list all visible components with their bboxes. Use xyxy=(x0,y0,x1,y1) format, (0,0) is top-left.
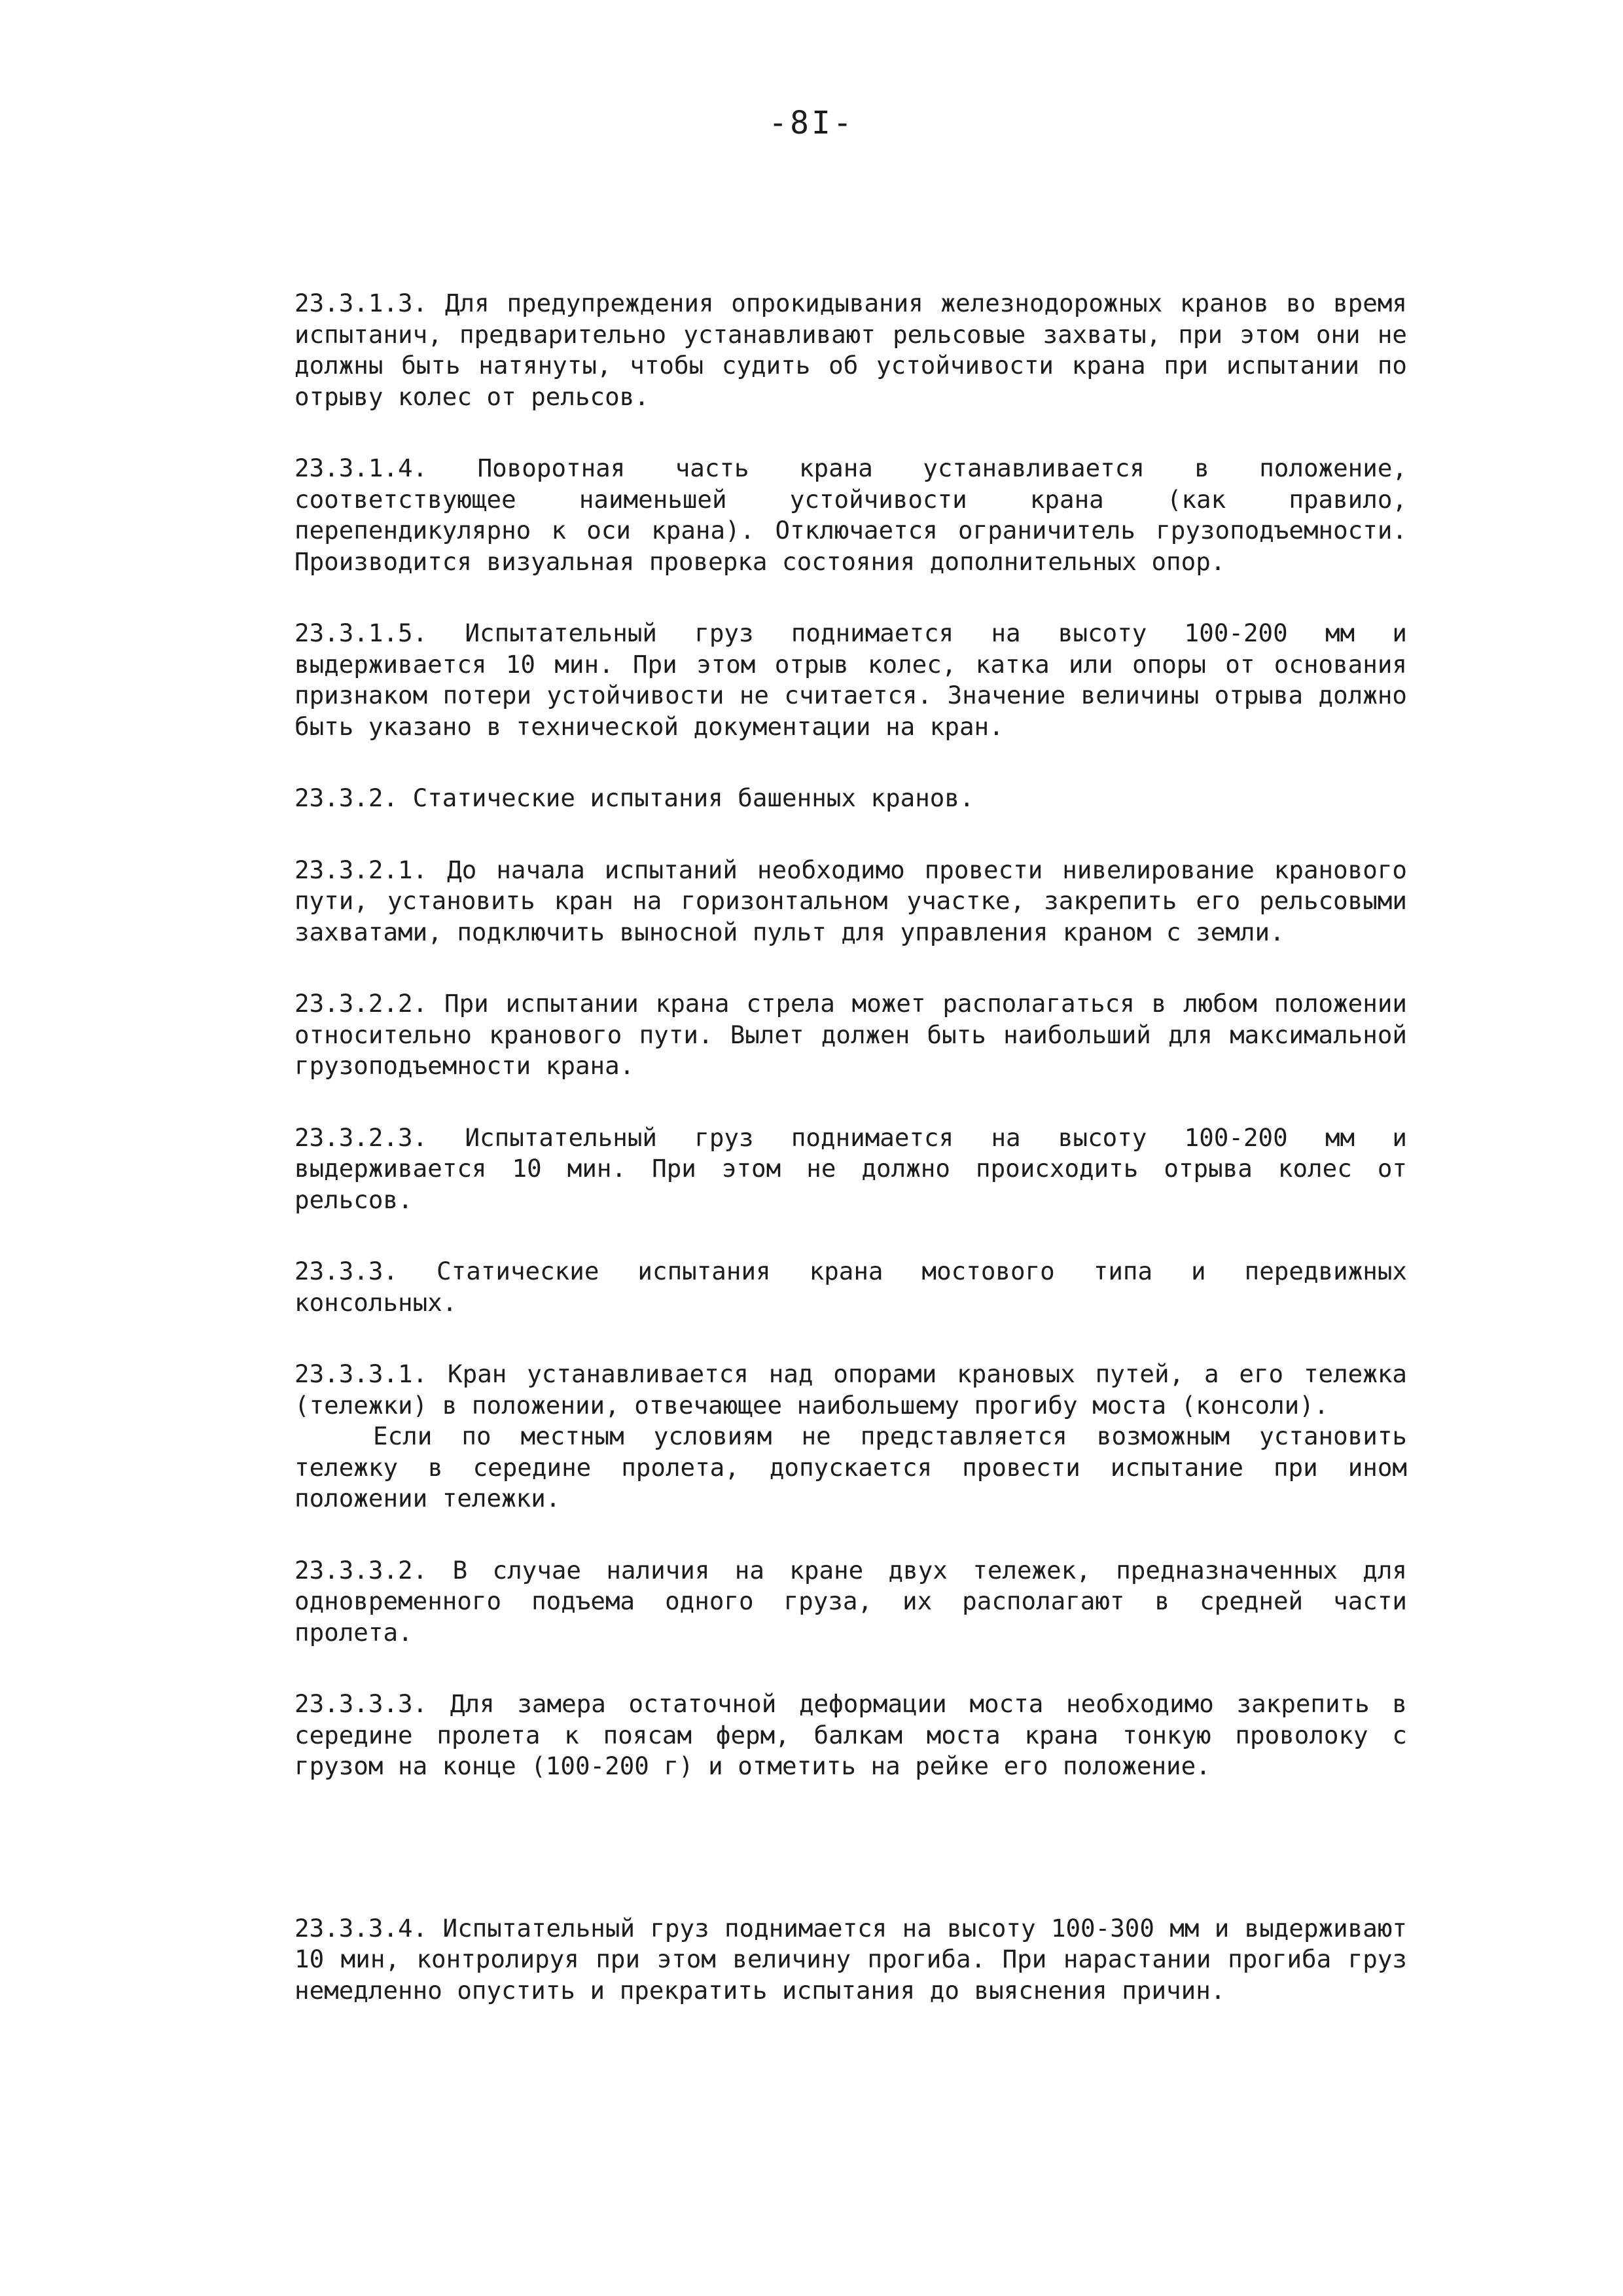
document-body xyxy=(294,288,1407,2006)
paragraph-23-3-2-1: 23.3.2.1. До начала испытаний необходимо провести нивелирование кранового пути, установить кран на горизонтальном участке, закрепить его рельсовыми захватами, подключить выносной пульт для управления краном с земли. xyxy=(294,855,1407,946)
page-number: -8I- xyxy=(768,105,855,141)
paragraph-23-3-3-1: 23.3.3.1. Кран устанавливается над опорами крановых путей, а его тележка (тележки) в положении, отвечающее наибольшему прогибу моста (консоли). xyxy=(294,1359,1407,1420)
section-heading-23-3-3: 23.3.3. Статические испытания крана мостового типа и передвижных консольных. xyxy=(294,1257,1407,1317)
paragraph-23-3-1-4: 23.3.1.4. Поворотная часть крана устанавливается в положение, соответствующее наименьшей устойчивости крана (как правило, перепендикулярно к оси крана). Отключается ограничитель грузоподъемности. Производится визуальная проверка состояния дополнительных опор. xyxy=(294,454,1407,576)
section-heading-23-3-2: 23.3.2. Статические испытания башенных кранов. xyxy=(294,783,974,812)
paragraph-23-3-1-3: 23.3.1.3. Для предупреждения опрокидывания железнодорожных кранов во время испытанич, предварительно устанавливают рельсовые захваты, при этом они не должны быть натянуты, чтобы судить об устойчивости крана при испытании по отрыву колес от рельсов. xyxy=(294,289,1407,411)
paragraph-23-3-2-3: 23.3.2.3. Испытательный груз поднимается на высоту 100-200 мм и выдерживается 10 мин. При этом не должно происходить отрыва колес от рельсов. xyxy=(294,1122,1407,1214)
paragraph-23-3-3-2: 23.3.3.2. В случае наличия на кране двух тележек, предназначенных для одновременного подъема одного груза, их располагают в средней части пролета. xyxy=(294,1555,1407,1647)
paragraph-23-3-1-5: 23.3.1.5. Испытательный груз поднимается на высоту 100-200 мм и выдерживается 10 мин. При этом отрыв колес, катка или опоры от основания признаком потери устойчивости не считается. Значение величины отрыва должно быть указано в технической документации на кран. xyxy=(294,619,1407,741)
paragraph-23-3-3-4: 23.3.3.4. Испытательный груз поднимается на высоту 100-300 мм и выдерживают 10 мин, контролируя при этом величину прогиба. При нарастании прогиба груз немедленно опустить и прекратить испытания до выяснения причин. xyxy=(294,1913,1407,2005)
paragraph-23-3-3-3: 23.3.3.3. Для замера остаточной деформации моста необходимо закрепить в середине пролета к поясам ферм, балкам моста крана тонкую проволоку с грузом на конце (100-200 г) и отметить на рейке его положение. xyxy=(294,1689,1407,1780)
paragraph-23-3-2-2: 23.3.2.2. При испытании крана стрела может располагаться в любом положении относительно кранового пути. Вылет должен быть наибольший для максимальной грузоподъемности крана. xyxy=(294,989,1407,1080)
paragraph-23-3-3-1-note: Если по местным условиям не представляется возможным установить тележку в середине пролета, допускается провести испытание при ином положении тележки. xyxy=(294,1422,1407,1513)
